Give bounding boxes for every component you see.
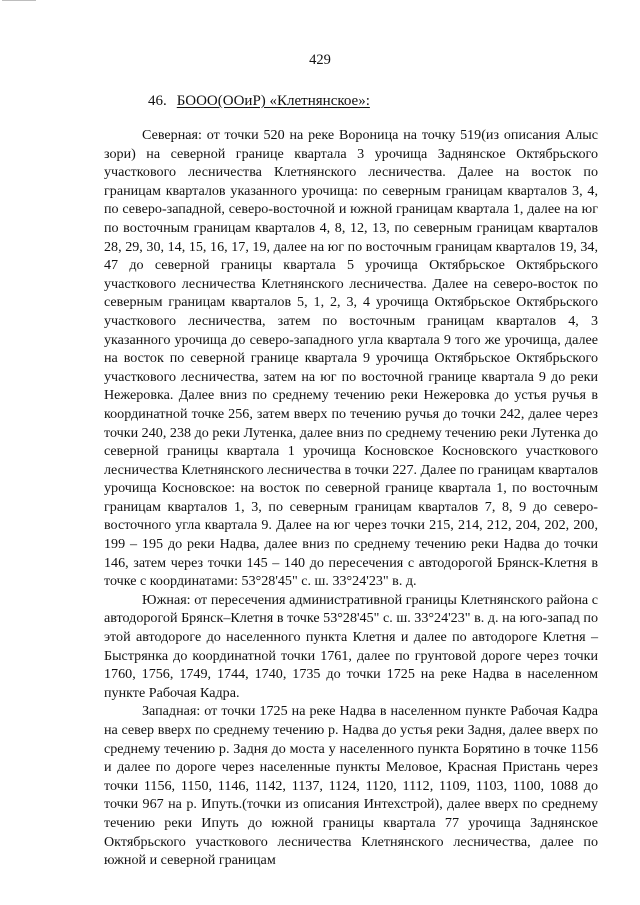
section-heading: [148, 93, 370, 110]
paragraph-northern-boundary: Северная: от точки 520 на реке Вороница на точку 519(из описания Алыс зори) на северной границе квартала 3 урочища Заднянское Октябрьского участкового лесничества Клетнянского лесничества. Далее на восток по границам кварталов указанного урочища: по северным границам кварталов 3, 4, по северо-западной, северо-восточной и южной границам квартала 1, далее на юг по восточным границам кварталов 4, 8, 12, 13, по северным границам кварталов 28, 29, 30, 14, 15, 16, 17, 19, далее на юг по восточным границам кварталов 19, 34, 47 до северной границы квартала 5 урочища Октябрьское Октябрьского участкового лесничества Клетнянского лесничества. Далее на северо-восток по северным границам кварталов 5, 1, 2, 3, 4 урочища Октябрьское Октябрьского участкового лесничества, затем по восточным границам кварталов 4, 3 указанного урочища до северо-западного угла квартала 9 того же урочища, далее на восток по северной границе квартала 9 урочища Октябрьское Октябрьского участкового лесничества, затем на юг по восточной границе квартала 9 до реки Нежеровка. Далее вниз по среднему течению реки Нежеровка до устья ручья в координатной точке 256, затем вверх по течению ручья до точки 242, далее через точки 240, 238 до реки Лутенка, далее вниз по среднему течению реки Лутенка до северной границы квартала 1 урочища Косновское Косновского участкового лесничества Клетнянского лесничества в точки 227. Далее по границам кварталов урочища Косновское: на восток по северной границе квартала 1, по восточным границам кварталов 1, 3, по северным границам кварталов 7, 8, 9 до северо-восточного угла квартала 9. Далее на юг через точки 215, 214, 212, 204, 202, 200, 199 – 195 до реки Надва, далее вниз по среднему течению реки Надва до точки 146, затем через точки 145 – 140 до пересечения с автодорогой Брянск-Клетня в точке с координатами: 53°28'45" с. ш. 33°24'23" в. д.: [104, 127, 599, 590]
paragraph-western-boundary: Западная: от точки 1725 на реке Надва в населенном пункте Рабочая Кадра на север вверх по среднему течению р. Надва до устья реки Задня, далее вверх по среднему течению р. Задня до моста у населенного пункта Борятино в точке 1156 и далее по дороге через населенные пункты Меловое, Красная Пристань через точки 1156, 1150, 1146, 1142, 1137, 1124, 1120, 1112, 1109, 1103, 1100, 1088 до точки 967 на р. Ипуть.(точки из описания Интехстрой), далее вверх по среднему течению реки Ипуть до южной границы квартала 77 урочища Заднянское Октябрьского участкового лесничества Клетнянского лесничества, далее по южной и северной границам: [104, 703, 598, 869]
section-number: 46.: [148, 93, 167, 109]
scan-corner-mark: [2, 0, 36, 5]
page-number: 429: [309, 52, 331, 68]
document-body: [104, 126, 598, 870]
section-title: БООО(ООиР) «Клетнянское»:: [176, 93, 370, 109]
paragraph-southern-boundary: Южная: от пересечения административной границы Клетнянского района с автодорогой Брянск–Клетня в точке 53°28'45" с. ш. 33°24'23" в. д. на юго-запад по этой автодороге до населенного пункта Клетня и далее по автодороге Клетня – Быстрянка до координатной точки 1761, далее по грунтовой дороге через точки 1760, 1756, 1749, 1744, 1740, 1735 до точки 1725 на реке Надва в населенном пункте Рабочая Кадра.: [104, 591, 598, 701]
